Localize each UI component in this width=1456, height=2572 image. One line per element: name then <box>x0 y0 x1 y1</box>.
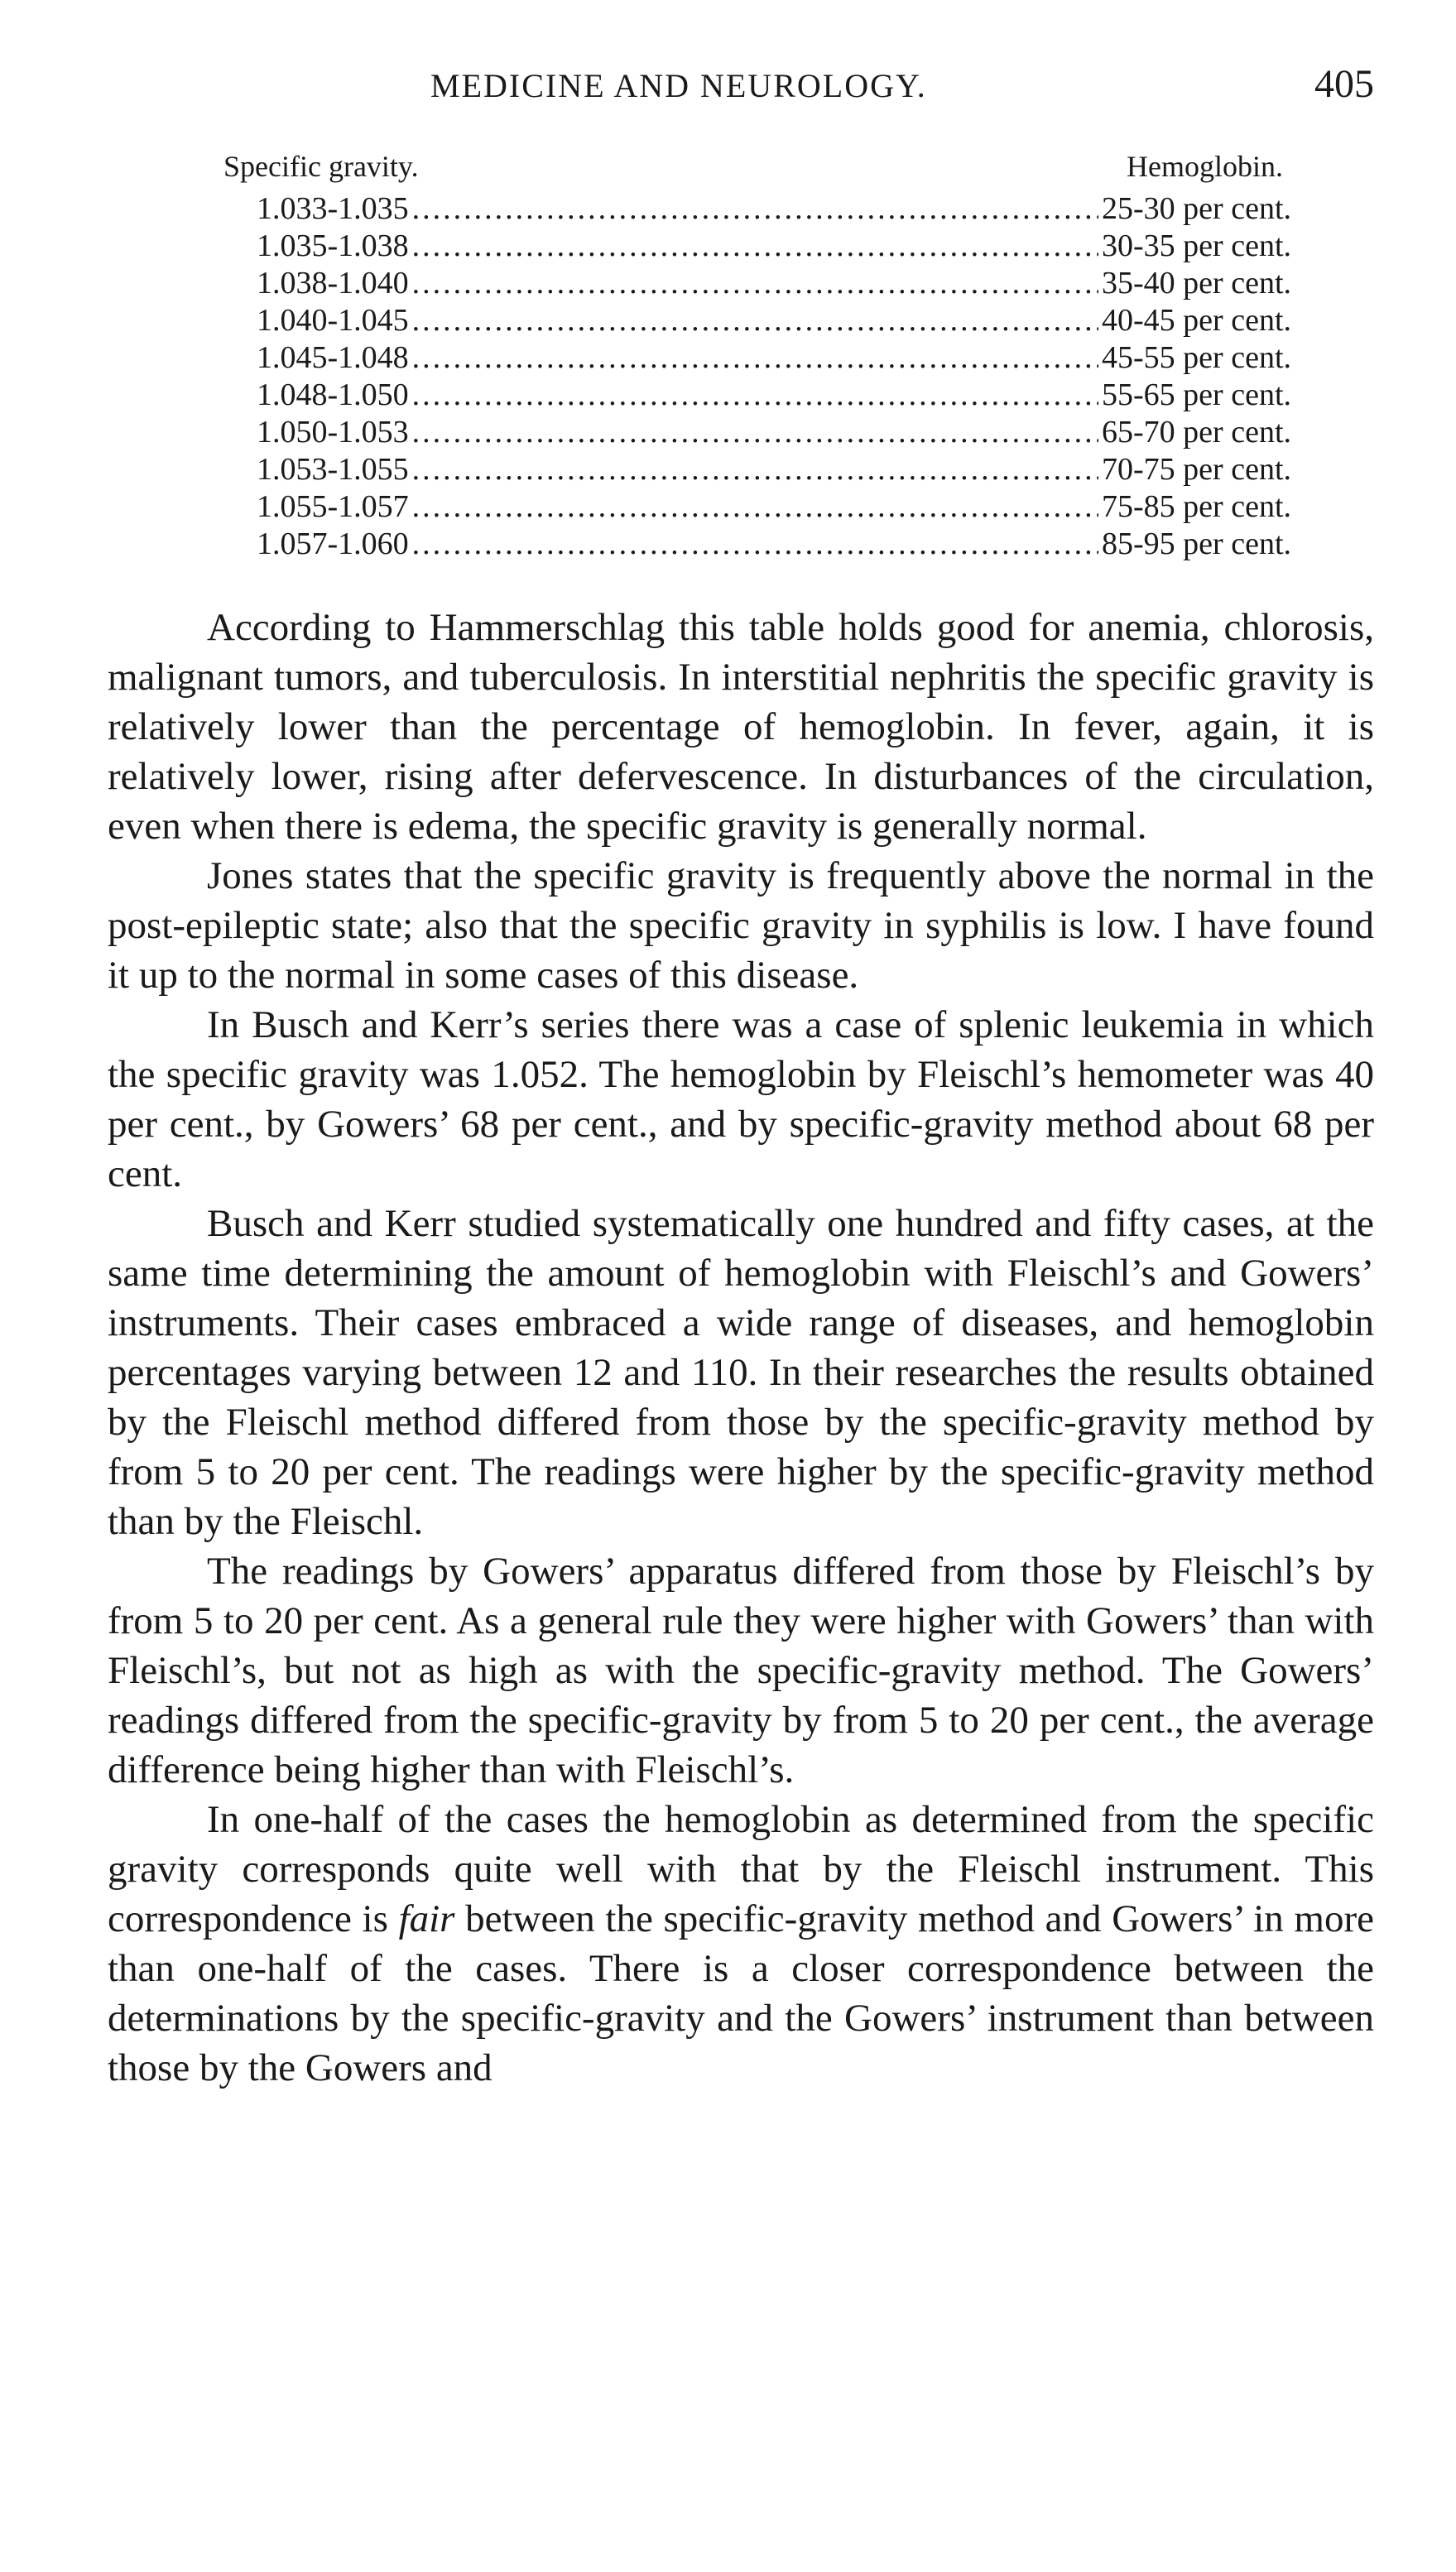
dot-leader <box>412 302 1098 339</box>
dot-leader <box>412 414 1098 451</box>
running-head: MEDICINE AND NEUROLOGY. <box>430 67 927 104</box>
hemoglobin-value: 75-85 per cent. <box>1102 489 1291 524</box>
table-row <box>223 265 1291 302</box>
table-body <box>223 190 1291 563</box>
hemoglobin-value: 55-65 per cent. <box>1102 377 1291 412</box>
specific-gravity-value: 1.053-1.055 <box>257 452 409 487</box>
table-header-row <box>223 149 1291 184</box>
table-row <box>223 451 1291 488</box>
column-header-specific-gravity: Specific gravity. <box>223 150 419 183</box>
table-row <box>223 339 1291 377</box>
paragraph-text: In one-half of the cases the hemoglobin as determined from the specific gravity corresponds quite well with that by the Fleischl instrument. This correspondence is <box>108 1798 1374 1940</box>
paragraph-busch-kerr-leukemia: In Busch and Kerr’s series there was a case of splenic leukemia in which the specific gravity was 1.052. The hemoglobin by Fleischl’s hemometer was 40 per cent., by Gowers’ 68 per cent., and by specific-gravity method about 68 per cent. <box>108 1003 1374 1195</box>
specific-gravity-value: 1.033-1.035 <box>257 191 409 226</box>
specific-gravity-value: 1.038-1.040 <box>257 266 409 300</box>
dot-leader <box>412 451 1098 488</box>
specific-gravity-value: 1.048-1.050 <box>257 377 409 412</box>
specific-gravity-value: 1.050-1.053 <box>257 415 409 449</box>
hemoglobin-value: 30-35 per cent. <box>1102 228 1291 263</box>
table-row <box>223 526 1291 563</box>
paragraph-correspondence <box>108 1795 1374 2093</box>
specific-gravity-value: 1.040-1.045 <box>257 303 409 338</box>
page-number: 405 <box>1314 62 1374 106</box>
hemoglobin-value: 65-70 per cent. <box>1102 415 1291 449</box>
hemoglobin-value: 70-75 per cent. <box>1102 452 1291 487</box>
paragraph-hammerschlag: According to Hammerschlag this table holds good for anemia, chlorosis, malignant tumors, and tuberculosis. In interstitial nephritis the specific gravity is relatively lower than the percentage of hemoglobin. In fever, again, it is relatively lower, rising after defervescence. In disturbances of the circulation, even when there is edema, the specific gravity is generally normal. <box>108 606 1374 848</box>
table-row <box>223 414 1291 451</box>
specific-gravity-value: 1.035-1.038 <box>257 228 409 263</box>
hemoglobin-value: 35-40 per cent. <box>1102 266 1291 300</box>
dot-leader <box>412 265 1098 302</box>
specific-gravity-value: 1.057-1.060 <box>257 526 409 561</box>
dot-leader <box>412 339 1098 377</box>
specific-gravity-value: 1.055-1.057 <box>257 489 409 524</box>
column-header-hemoglobin: Hemoglobin. <box>1127 150 1283 183</box>
paragraph-jones: Jones states that the specific gravity is frequently above the normal in the post-epileptic state; also that the specific gravity in syphilis is low. I have found it up to the normal in some cases of this disease. <box>108 854 1374 997</box>
hemoglobin-value: 40-45 per cent. <box>1102 303 1291 338</box>
paragraph-text: between the specific-gravity method and Gowers’ in more than one-half of the cases. There is a closer correspondence between the determinations by the specific-gravity and the Gowers’ instrument than between those by the Gowers and <box>108 1897 1374 2089</box>
specific-gravity-value: 1.045-1.048 <box>257 340 409 375</box>
dot-leader <box>412 377 1098 414</box>
dot-leader <box>412 526 1098 563</box>
hemoglobin-value: 45-55 per cent. <box>1102 340 1291 375</box>
dot-leader <box>412 190 1098 228</box>
dot-leader <box>412 488 1098 526</box>
body-text <box>108 603 1374 2093</box>
book-page <box>108 58 1374 2093</box>
hemoglobin-value: 25-30 per cent. <box>1102 191 1291 226</box>
table-row <box>223 302 1291 339</box>
hemoglobin-value: 85-95 per cent. <box>1102 526 1291 561</box>
table-row <box>223 488 1291 526</box>
table-row <box>223 190 1291 228</box>
paragraph-busch-kerr-study: Busch and Kerr studied systematically one hundred and fifty cases, at the same time determining the amount of hemoglobin with Fleischl’s and Gowers’ instruments. Their cases embraced a wide range of diseases, and hemoglobin percentages varying between 12 and 110. In their researches the results obtained by the Fleischl method differed from those by the specific-gravity method by from 5 to 20 per cent. The readings were higher by the specific-gravity method than by the Fleischl. <box>108 1202 1374 1543</box>
dot-leader <box>412 228 1098 265</box>
page-header <box>108 58 1374 132</box>
paragraph-gowers-readings: The readings by Gowers’ apparatus differed from those by Fleischl’s by from 5 to 20 per cent. As a general rule they were higher with Gowers’ than with Fleischl’s, but not as high as with the specific-gravity method. The Gowers’ readings differed from the specific-gravity by from 5 to 20 per cent., the average difference being higher than with Fleischl’s. <box>108 1550 1374 1791</box>
emphasis-fair: fair <box>398 1897 455 1940</box>
specific-gravity-hemoglobin-table <box>223 149 1291 563</box>
table-row <box>223 377 1291 414</box>
table-row <box>223 228 1291 265</box>
